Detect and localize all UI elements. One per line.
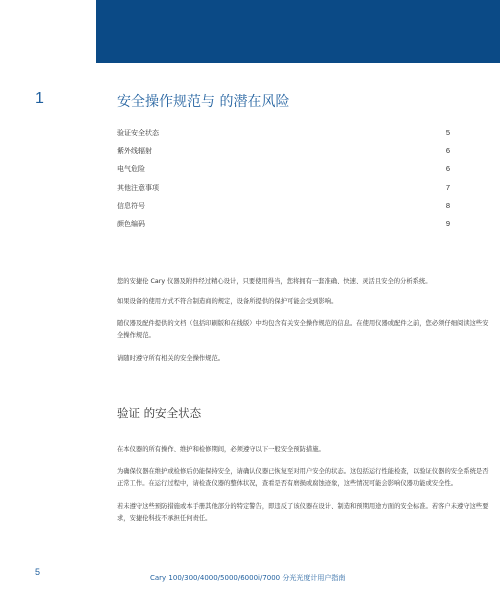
chapter-toc	[117, 128, 450, 237]
toc-entry-label: 其他注意事项	[117, 183, 159, 192]
toc-entry[interactable]	[117, 128, 450, 146]
toc-entry-page: 8	[445, 200, 450, 210]
toc-entry-page: 6	[445, 146, 450, 156]
footer-title: Cary 100/300/4000/5000/6000i/7000 分光光度计用户指南	[150, 574, 346, 582]
toc-entry-page: 6	[445, 164, 450, 174]
toc-entry[interactable]	[117, 219, 450, 237]
toc-entry-label: 紫外线辐射	[117, 147, 152, 156]
toc-entry[interactable]	[117, 164, 450, 182]
intro-paragraph: 请随时遵守所有相关的安全操作规范。	[117, 355, 225, 362]
toc-entry[interactable]	[117, 183, 450, 201]
toc-entry[interactable]	[117, 146, 450, 164]
section-heading: 验证 的安全状态	[117, 406, 202, 420]
toc-entry-label: 颜色编码	[117, 219, 145, 228]
intro-paragraph: 随仪器及配件提供的文档（包括印刷版和在线版）中均包含有关安全操作规范的信息。在使用仪器或配件之前，您必须仔细阅读这些安全操作规范。	[117, 320, 489, 339]
toc-entry-page: 9	[445, 218, 450, 228]
toc-entry-label: 电气危险	[117, 165, 145, 174]
toc-entry-label: 验证安全状态	[117, 129, 159, 137]
section-paragraph: 若未遵守这些预防措施或本手册其他部分的特定警告，即违反了该仪器在设计、制造和预期用途方面的安全标准。若客户未遵守这些要求，安捷伦科技不承担任何责任。	[117, 503, 489, 522]
toc-entry-page: 5	[445, 128, 450, 137]
chapter-number: 1	[35, 90, 44, 107]
header-banner	[96, 0, 500, 63]
chapter-title: 安全操作规范与 的潜在风险	[117, 94, 290, 110]
intro-paragraph: 如果设备的使用方式不符合制造商的规定，设备所提供的保护可能会受到影响。	[117, 298, 338, 305]
page-number: 5	[35, 567, 41, 577]
section-paragraph: 为确保仪器在维护或检修后仍能保持安全，请确认仪器已恢复至对用户安全的状态。这包括运行性能检查，以验证仪器的安全系统是否正常工作。在运行过程中，请检查仪器的整体状况，查看是否有磨损或腐蚀迹象，这些情况可能会影响仪器功能或安全性。	[117, 468, 489, 487]
toc-entry-label: 信息符号	[117, 201, 145, 210]
toc-entry-page: 7	[445, 182, 450, 192]
intro-paragraph: 您的安捷伦 Cary 仪器及附件经过精心设计，只要使用得当，您将拥有一套准确、快速、灵活且安全的分析系统。	[117, 278, 432, 285]
section-paragraph: 在本仪器的所有操作、维护和检修期间，必须遵守以下一般安全预防措施。	[117, 446, 325, 453]
toc-entry[interactable]	[117, 201, 450, 219]
